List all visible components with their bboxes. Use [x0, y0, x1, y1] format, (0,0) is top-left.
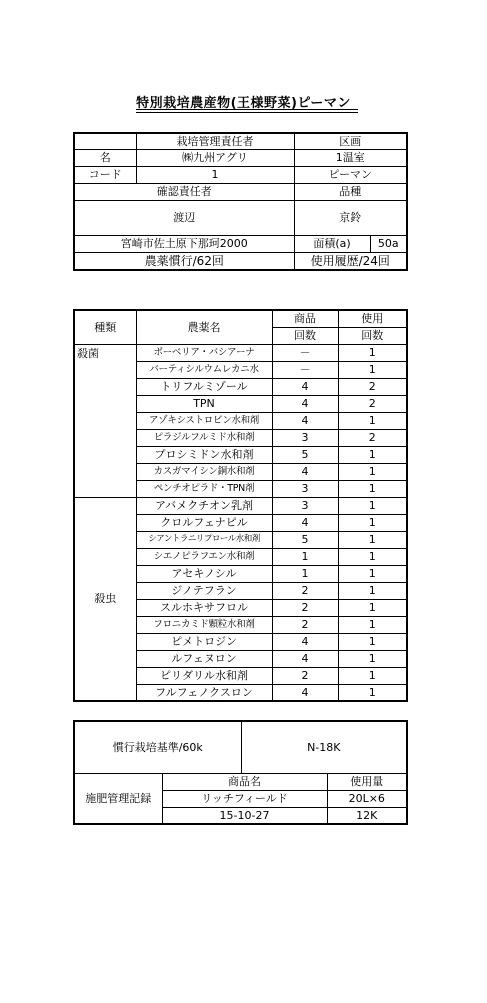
usage-count: 1: [338, 463, 407, 480]
standard-label: 慣行栽培基準/60k: [74, 721, 241, 773]
name-value: ㈱九州アグリ: [136, 149, 294, 166]
pesticide-name: スルホキサフロル: [136, 599, 272, 616]
pesticide-name: ピラジルフルミド水和剤: [136, 429, 272, 446]
usage-count: 1: [338, 684, 407, 701]
product-count: 2: [272, 616, 338, 633]
product-count: 1: [272, 548, 338, 565]
product-count: 4: [272, 514, 338, 531]
usage-count: 1: [338, 650, 407, 667]
product-count: 2: [272, 582, 338, 599]
pesticide-name: バーティシルウムレカニ水: [136, 361, 272, 378]
usage-count-header-2: 回数: [338, 327, 407, 344]
usage-count: 2: [338, 395, 407, 412]
pesticide-name: フルフェノクスロン: [136, 684, 272, 701]
pesticide-name: フロニカミド顆粒水和剤: [136, 616, 272, 633]
pesticide-custom: 農薬慣行/62回: [74, 252, 294, 270]
code-value: 1: [136, 166, 294, 183]
usage-count: 1: [338, 480, 407, 497]
usage-count: 1: [338, 531, 407, 548]
fertilizer-table: [73, 720, 408, 825]
product-count: 4: [272, 633, 338, 650]
product-count: 4: [272, 412, 338, 429]
usage-count: 1: [338, 548, 407, 565]
standard-value: N-18K: [241, 721, 407, 773]
product-count-header-1: 商品: [272, 310, 338, 327]
product-count: 4: [272, 650, 338, 667]
product-count: 1: [272, 565, 338, 582]
product-count: 4: [272, 463, 338, 480]
usage-count: 2: [338, 429, 407, 446]
usage-count: 1: [338, 514, 407, 531]
manager-header: 栽培管理責任者: [136, 133, 294, 149]
usage-history: 使用履歴/24回: [294, 252, 407, 270]
pesticide-name: ピリダリル水和剤: [136, 667, 272, 684]
usage-count-header-1: 使用: [338, 310, 407, 327]
pesticide-name: アセキノシル: [136, 565, 272, 582]
product-header: 商品名: [162, 773, 327, 790]
title-underline-2: [136, 112, 358, 113]
usage-count: 1: [338, 667, 407, 684]
usage-count: 1: [338, 582, 407, 599]
page-title: 特別栽培農産物(王様野菜)ピーマン: [136, 96, 351, 111]
variety-value: 京鈴: [294, 200, 407, 235]
confirmer-header: 確認責任者: [74, 183, 294, 200]
fertilizer-product-1: リッチフィールド: [162, 790, 327, 807]
usage-count: 1: [338, 565, 407, 582]
area-value: 50a: [370, 235, 407, 252]
section-value: 1温室: [294, 149, 407, 166]
pesticide-name: アバメクチオン乳剤: [136, 497, 272, 514]
table-row: [74, 344, 407, 361]
usage-count: 1: [338, 616, 407, 633]
empty-cell: [74, 133, 136, 149]
amount-header: 使用量: [327, 773, 407, 790]
fertilizer-product-2: 15-10-27: [162, 807, 327, 824]
product-count: 4: [272, 395, 338, 412]
pesticide-name: プロシミドン水和剤: [136, 446, 272, 463]
usage-count: 1: [338, 446, 407, 463]
pesticide-name: シアントラニリプロール水和剤: [136, 531, 272, 548]
product-count: 5: [272, 531, 338, 548]
fertilizer-amount-1: 20L×6: [327, 790, 407, 807]
variety-header: 品種: [294, 183, 407, 200]
product-count: 5: [272, 446, 338, 463]
pesticide-name: ジノテフラン: [136, 582, 272, 599]
category-cell: 殺虫: [74, 497, 136, 701]
pesticide-name: ボーベリア・バシアーナ: [136, 344, 272, 361]
info-table: [73, 132, 408, 271]
pesticide-name: トリフルミゾール: [136, 378, 272, 395]
crop-value: ピーマン: [294, 166, 407, 183]
address: 宮崎市佐土原下那珂2000: [74, 235, 294, 252]
usage-count: 1: [338, 361, 407, 378]
category-cell: 殺菌: [74, 344, 136, 497]
product-count: 3: [272, 429, 338, 446]
product-count: －: [272, 361, 338, 378]
pesticide-name: アゾキシストロビン水和剤: [136, 412, 272, 429]
product-count: 2: [272, 599, 338, 616]
title-underline: [136, 109, 358, 110]
usage-count: 1: [338, 497, 407, 514]
fertilizer-amount-2: 12K: [327, 807, 407, 824]
confirmer-value: 渡辺: [74, 200, 294, 235]
type-header: 種類: [74, 310, 136, 344]
product-count: 4: [272, 684, 338, 701]
product-count: 3: [272, 480, 338, 497]
pesticide-name-header: 農薬名: [136, 310, 272, 344]
usage-count: 1: [338, 412, 407, 429]
record-label: 施肥管理記録: [74, 773, 162, 824]
usage-count: 2: [338, 378, 407, 395]
pesticide-body: [74, 344, 407, 701]
product-count: 3: [272, 497, 338, 514]
code-label: コード: [74, 166, 136, 183]
table-row: [74, 497, 407, 514]
pesticide-name: シエノピラフエン水和剤: [136, 548, 272, 565]
pesticide-name: ピメトロジン: [136, 633, 272, 650]
pesticide-table: [73, 309, 408, 702]
area-label: 面積(a): [294, 235, 370, 252]
product-count: 2: [272, 667, 338, 684]
pesticide-name: カスガマイシン銅水和剤: [136, 463, 272, 480]
product-count: 4: [272, 378, 338, 395]
usage-count: 1: [338, 599, 407, 616]
pesticide-name: ペンチオピラド・TPN剤: [136, 480, 272, 497]
pesticide-name: ルフェヌロン: [136, 650, 272, 667]
pesticide-name: クロルフェナピル: [136, 514, 272, 531]
section-header: 区画: [294, 133, 407, 149]
name-label: 名: [74, 149, 136, 166]
usage-count: 1: [338, 344, 407, 361]
pesticide-name: TPN: [136, 395, 272, 412]
usage-count: 1: [338, 633, 407, 650]
product-count-header-2: 回数: [272, 327, 338, 344]
product-count: －: [272, 344, 338, 361]
